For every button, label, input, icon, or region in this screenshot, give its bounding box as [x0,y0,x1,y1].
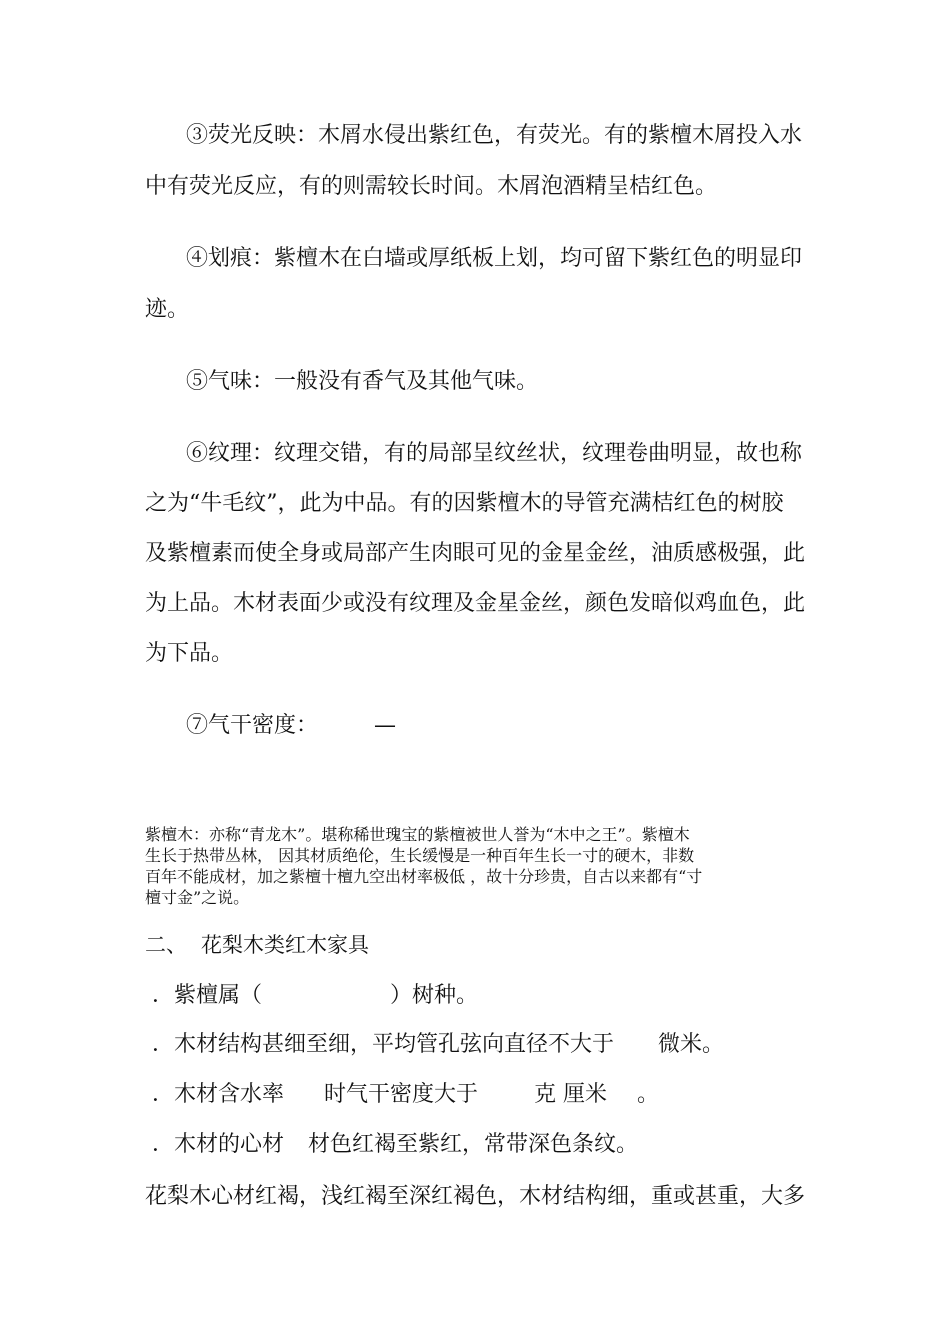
note-line-1: 紫檀木：亦称“青龙木”。堪称稀世瑰宝的紫檀被世人誉为“木中之王”。紫檀木 [145,825,690,844]
criteria-item-3-part-1: ．木材含水率 [152,1082,285,1107]
criteria-item-4 [152,1130,638,1160]
paragraph-texture-line-3: 及紫檀素而使全身或局部产生肉眼可见的金星金丝，油质感极强，此 [145,541,806,566]
paragraph-density [186,711,396,741]
paragraph-scratch-line-1: ④划痕：紫檀木在白墙或厚纸板上划，均可留下紫红色的明显印 [186,246,803,271]
paragraph-smell-line-1: ⑤气味：一般没有香气及其他气味。 [186,369,539,394]
section-heading-number: 二、 [145,933,187,957]
paragraph-fluorescence-line-1: ③荧光反映：木屑水侵出紫红色，有荧光。有的紫檀木屑投入水 [186,123,803,148]
criteria-item-1 [152,981,478,1011]
density-label: ⑦气干密度： [186,713,319,738]
criteria-item-2-end: 微米。 [658,1032,725,1057]
section-heading [145,930,369,960]
paragraph-texture-line-5: 为下品。 [145,641,234,666]
note-line-4: 檀寸金”之说。 [145,888,250,907]
note-line-2: 生长于热带丛林， 因其材质绝伦，生长缓慢是一种百年生长一寸的硬木，非数 [145,846,695,865]
criteria-item-2 [152,1030,724,1060]
paragraph-fluorescence-line-2: 中有荧光反应，有的则需较长时间。木屑泡酒精呈桔红色。 [145,174,718,199]
criteria-item-1-start: ．紫檀属（ [152,983,263,1008]
criteria-item-1-end: ）树种。 [390,983,479,1008]
criteria-item-3-part-3: 克 厘米 [534,1082,608,1107]
criteria-item-3-part-4: 。 [637,1082,660,1107]
criteria-item-3 [152,1080,659,1110]
paragraph-scratch-line-2: 迹。 [145,297,190,322]
density-value: — [374,713,397,738]
note-line-3: 百年不能成材，加之紫檀十檀九空出材率极低 ，故十分珍贵，自古以来都有“寸 [145,867,703,886]
closing-paragraph-line-1: 花梨木心材红褐，浅红褐至深红褐色，木材结构细，重或甚重，大多 [145,1184,806,1209]
section-heading-title: 花梨木类红木家具 [201,933,369,957]
criteria-item-3-part-2: 时气干密度大于 [324,1082,479,1107]
criteria-item-4-start: ．木材的心材 [152,1132,285,1157]
paragraph-texture-line-1: ⑥纹理：纹理交错，有的局部呈纹丝状，纹理卷曲明显，故也称 [186,441,803,466]
criteria-item-4-end: 材色红褐至紫红，常带深色条纹。 [308,1132,639,1157]
criteria-item-2-start: ．木材结构甚细至细，平均管孔弦向直径不大于 [152,1032,615,1057]
paragraph-texture-line-4: 为上品。木材表面少或没有纹理及金星金丝，颜色发暗似鸡血色，此 [145,591,806,616]
paragraph-texture-line-2: 之为“牛毛纹”，此为中品。有的因紫檀木的导管充满桔红色的树胶 [145,491,784,516]
